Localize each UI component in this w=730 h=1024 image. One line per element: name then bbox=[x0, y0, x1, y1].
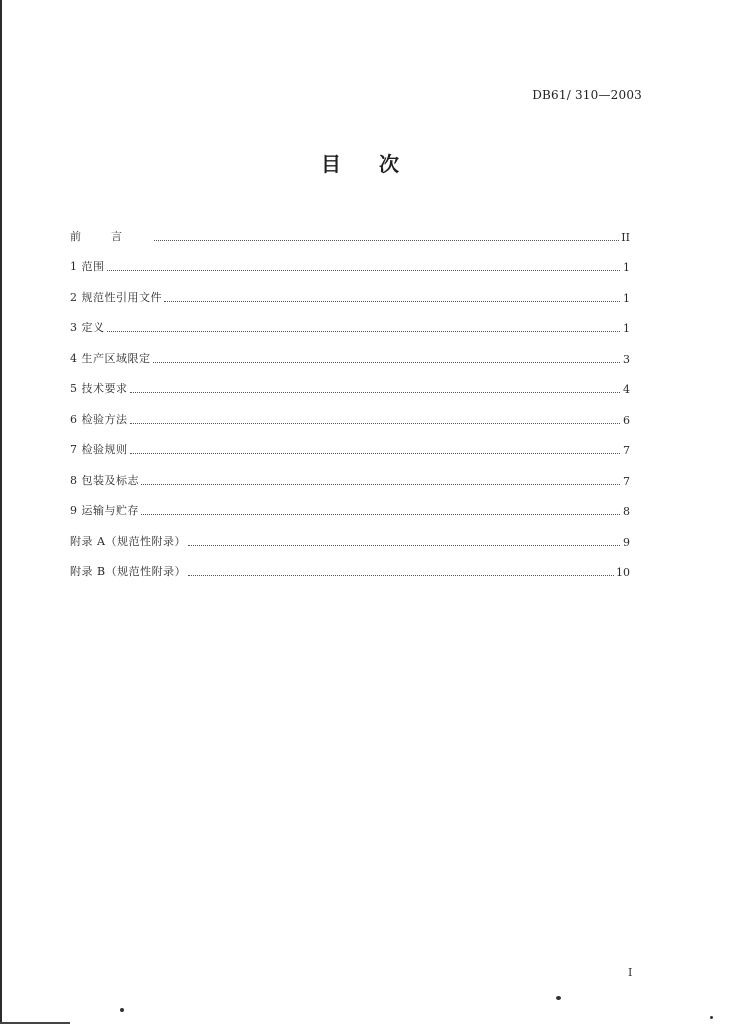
toc-entry[interactable] bbox=[70, 427, 630, 458]
toc-entry-label: 附录 B（规范性附录） bbox=[70, 565, 187, 578]
toc-leader-dots bbox=[188, 545, 620, 546]
toc-leader-dots bbox=[153, 362, 621, 363]
toc-entry-label: 1 范围 bbox=[70, 260, 105, 273]
document-code: DB61/ 310—2003 bbox=[532, 88, 642, 102]
toc-leader-dots bbox=[154, 240, 619, 241]
toc-entry-label: 前言 bbox=[70, 229, 152, 243]
toc-entry-label: 6 检验方法 bbox=[70, 412, 128, 426]
toc-entry-page: 1 bbox=[623, 322, 630, 335]
toc-entry[interactable] bbox=[70, 213, 630, 244]
toc-entry-page: II bbox=[621, 230, 630, 244]
toc-entry-page: 1 bbox=[623, 261, 630, 274]
toc-leader-dots bbox=[141, 484, 620, 485]
toc-leader-dots bbox=[141, 514, 620, 515]
scan-speck bbox=[556, 996, 561, 1000]
toc-entry-page: 8 bbox=[623, 505, 630, 518]
toc-entry-page: 9 bbox=[623, 535, 630, 549]
toc-leader-dots bbox=[107, 270, 621, 271]
toc-entry-label: 2 规范性引用文件 bbox=[70, 290, 162, 304]
toc-leader-dots bbox=[188, 575, 614, 576]
toc-leader-dots bbox=[107, 331, 621, 332]
toc-entry[interactable] bbox=[70, 396, 630, 427]
page-title: 目次 bbox=[321, 152, 437, 176]
scan-left-edge bbox=[0, 0, 2, 1024]
toc-entry-label: 8 包装及标志 bbox=[70, 473, 139, 487]
toc-entry[interactable] bbox=[70, 305, 630, 336]
toc-entry-label: 7 检验规则 bbox=[70, 443, 128, 456]
toc-entry-label: 4 生产区域限定 bbox=[70, 351, 151, 365]
scan-speck bbox=[120, 1008, 124, 1012]
toc-entry-label: 附录 A（规范性附录） bbox=[70, 534, 186, 548]
page-number: I bbox=[628, 966, 633, 979]
toc-entry[interactable] bbox=[70, 457, 630, 488]
toc-entry-page: 7 bbox=[623, 474, 630, 488]
toc-entry-page: 10 bbox=[616, 566, 630, 579]
toc-entry-label: 9 运输与贮存 bbox=[70, 504, 139, 517]
table-of-contents bbox=[70, 213, 630, 579]
toc-leader-dots bbox=[130, 453, 621, 454]
toc-entry-label: 5 技术要求 bbox=[70, 382, 128, 395]
toc-entry-page: 1 bbox=[623, 291, 630, 305]
toc-leader-dots bbox=[164, 301, 620, 302]
toc-entry[interactable] bbox=[70, 244, 630, 275]
scan-speck bbox=[710, 1016, 713, 1019]
toc-leader-dots bbox=[130, 423, 621, 424]
toc-entry[interactable] bbox=[70, 366, 630, 397]
toc-entry-page: 3 bbox=[623, 352, 630, 366]
toc-entry[interactable] bbox=[70, 274, 630, 305]
toc-entry-page: 6 bbox=[623, 413, 630, 427]
toc-entry-page: 4 bbox=[623, 383, 630, 396]
toc-entry[interactable] bbox=[70, 488, 630, 519]
toc-entry-label: 3 定义 bbox=[70, 321, 105, 334]
toc-leader-dots bbox=[130, 392, 621, 393]
toc-entry[interactable] bbox=[70, 335, 630, 366]
toc-entry-page: 7 bbox=[623, 444, 630, 457]
toc-entry[interactable] bbox=[70, 518, 630, 549]
toc-entry[interactable] bbox=[70, 549, 630, 580]
